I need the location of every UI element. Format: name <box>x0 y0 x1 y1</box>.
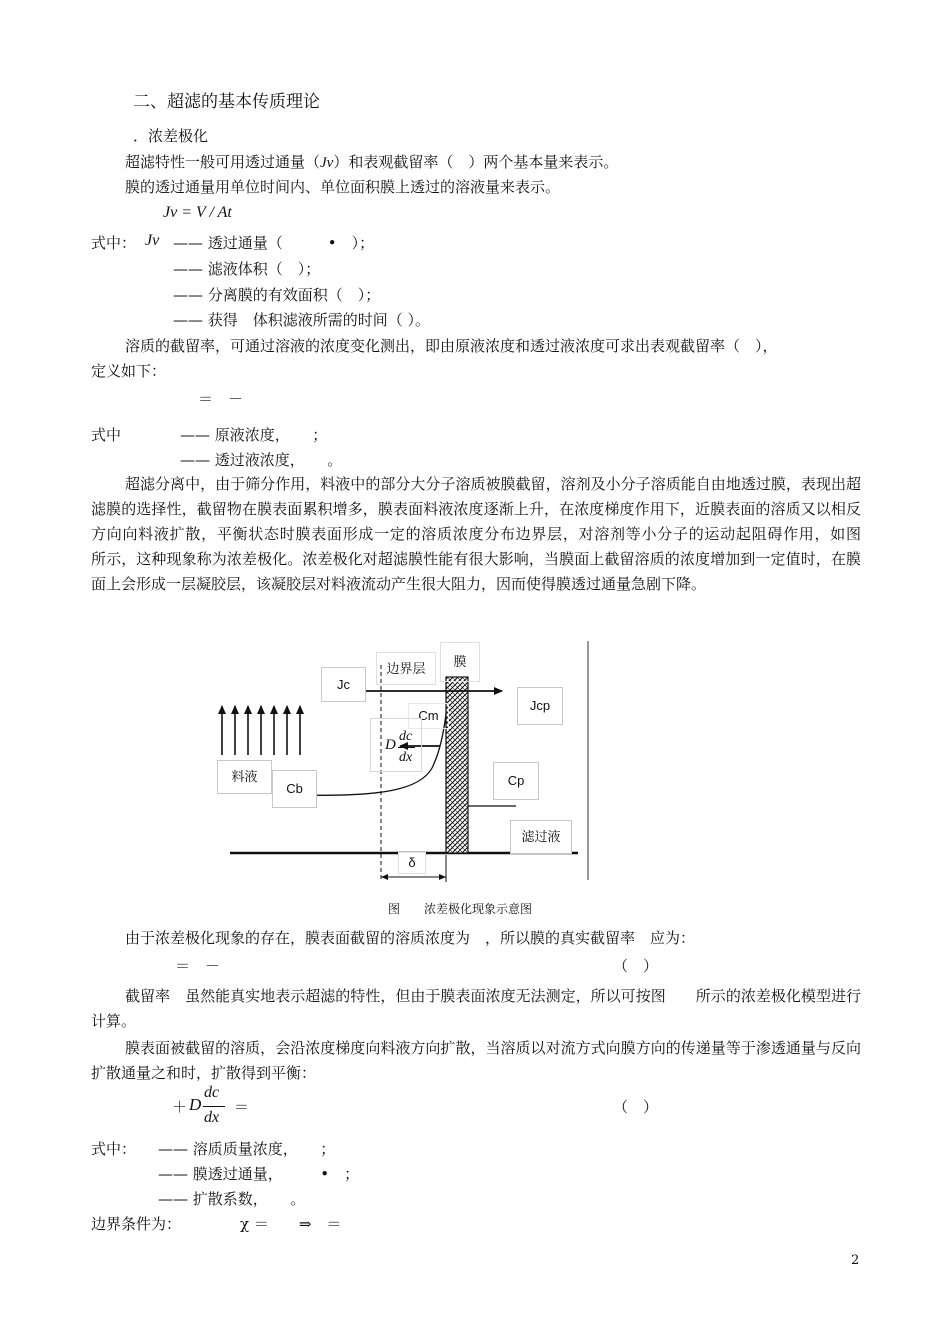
true-retention-line: 由于浓差极化现象的存在，膜表面截留的溶质浓度为 ，所以膜的真实截留率 应为： <box>125 929 696 947</box>
balance-d: D <box>189 1095 202 1114</box>
balance-dc: dc <box>204 1084 220 1101</box>
label-membrane: 膜 <box>440 642 480 682</box>
label-cm: Cm <box>408 703 449 729</box>
retention-line-1: 溶质的截留率，可通过溶液的浓度变化测出，即由原液浓度和透过液浓度可求出表观截留率（ ）， <box>125 337 778 355</box>
balance-plus: ＋ <box>172 1098 188 1116</box>
label-jc: Jc <box>321 667 366 702</box>
boundary-conditions-expr: χ ＝ ⇒ ＝ <box>240 1215 342 1233</box>
diffusion-fraction-bar <box>398 747 415 748</box>
where-label-3: 式中： <box>91 1140 137 1158</box>
definition-a: —— 分离膜的有效面积（ ）； <box>173 286 381 304</box>
where-label-2: 式中 <box>91 426 122 444</box>
definition-jw: —— 膜透过通量， • ； <box>158 1165 360 1183</box>
definition-v: —— 滤液体积（ ）； <box>173 260 321 278</box>
label-cp: Cp <box>493 762 539 800</box>
label-boundary-layer: 边界层 <box>376 652 436 685</box>
balance-equals: ＝ <box>234 1098 250 1116</box>
diffusion-dc: dc <box>399 729 413 744</box>
intro-line-1 <box>125 152 618 173</box>
section-title: 二、超滤的基本传质理论 <box>133 92 320 112</box>
concentration-curve <box>300 714 446 795</box>
where-var-jv: Jv <box>145 232 160 249</box>
label-diffusion-term <box>370 718 422 772</box>
equation-number-1: （ ） <box>613 957 659 975</box>
diffusion-d: D <box>385 737 396 753</box>
formula-balance <box>172 1084 272 1132</box>
formula-flux: Jv = V / At <box>163 204 232 221</box>
label-delta: δ <box>398 852 426 874</box>
membrane-rect <box>446 677 468 853</box>
definition-c: —— 溶质质量浓度， ； <box>158 1140 336 1158</box>
where-label-1: 式中： <box>91 234 137 252</box>
intro-line-1-var: Jv <box>320 155 334 171</box>
page-number: 2 <box>851 1253 860 1268</box>
balance-fraction-bar <box>203 1106 225 1107</box>
model-paragraph: 截留率 虽然能真实地表示超滤的特性，但由于膜表面浓度无法测定，所以可按图 所示的浓差极化模型进行计算。 <box>91 987 861 1030</box>
definition-cp: —— 透过液浓度， 。 <box>180 451 343 469</box>
intro-line-1-end: ）和表观截留率（ ）两个基本量来表示。 <box>333 153 619 171</box>
label-cb: Cb <box>272 770 317 808</box>
retention-line-2: 定义如下： <box>91 362 167 380</box>
figure-caption: 图 浓差极化现象示意图 <box>388 902 533 916</box>
label-feed: 料液 <box>217 760 272 794</box>
label-jcp: Jcp <box>517 687 563 725</box>
formula-retention: ＝ － <box>198 390 244 408</box>
definition-d: —— 扩散系数， 。 <box>158 1190 306 1208</box>
equation-number-2: （ ） <box>613 1098 659 1116</box>
polarization-paragraph: 超滤分离中，由于筛分作用，料液中的部分大分子溶质被膜截留，溶剂及小分子溶质能自由地透过膜，表现出超滤膜的选择性，截留物在膜表面累积增多，膜表面料液浓度逐渐上升，在浓度梯度作用下，近膜表面的溶质又以相反方向向料液扩散，平衡状态时膜表面形成一定的溶质浓度分布边界层，对溶剂等小分子的运动起阻碍作用，如图 所示，这种现象称为浓差极化。浓差极化对超滤膜性能有很大影响，当膜面上截留溶质的浓度增加到一定值时，在膜面上会形成一层凝胶层，该凝胶层对料液流动产生很大阻力，因而使得膜透过通量急剧下降。 <box>91 475 892 593</box>
label-filtrate: 滤过液 <box>510 820 572 854</box>
diffusion-paragraph: 膜表面被截留的溶质，会沿浓度梯度向料液方向扩散，当溶质以对流方式向膜方向的传递量等于渗透通量与反向扩散通量之和时，扩散得到平衡： <box>91 1039 861 1082</box>
definition-jv: —— 透过通量（ • ）； <box>173 234 375 252</box>
intro-line-1-start: 超滤特性一般可用透过通量（ <box>125 153 321 171</box>
balance-dx: dx <box>204 1109 220 1126</box>
definition-t: —— 获得 体积滤液所需的时间（ ）。 <box>173 311 431 329</box>
formula-true-retention: ＝ － <box>175 957 221 975</box>
subsection-title: ．浓差极化 <box>133 127 209 145</box>
diffusion-dx: dx <box>399 750 413 765</box>
definition-cb: —— 原液浓度， ； <box>180 426 328 444</box>
boundary-conditions-label: 边界条件为： <box>91 1215 182 1233</box>
feed-arrows <box>222 706 300 755</box>
intro-line-2: 膜的透过通量用单位时间内、单位面积膜上透过的溶液量来表示。 <box>125 178 561 196</box>
